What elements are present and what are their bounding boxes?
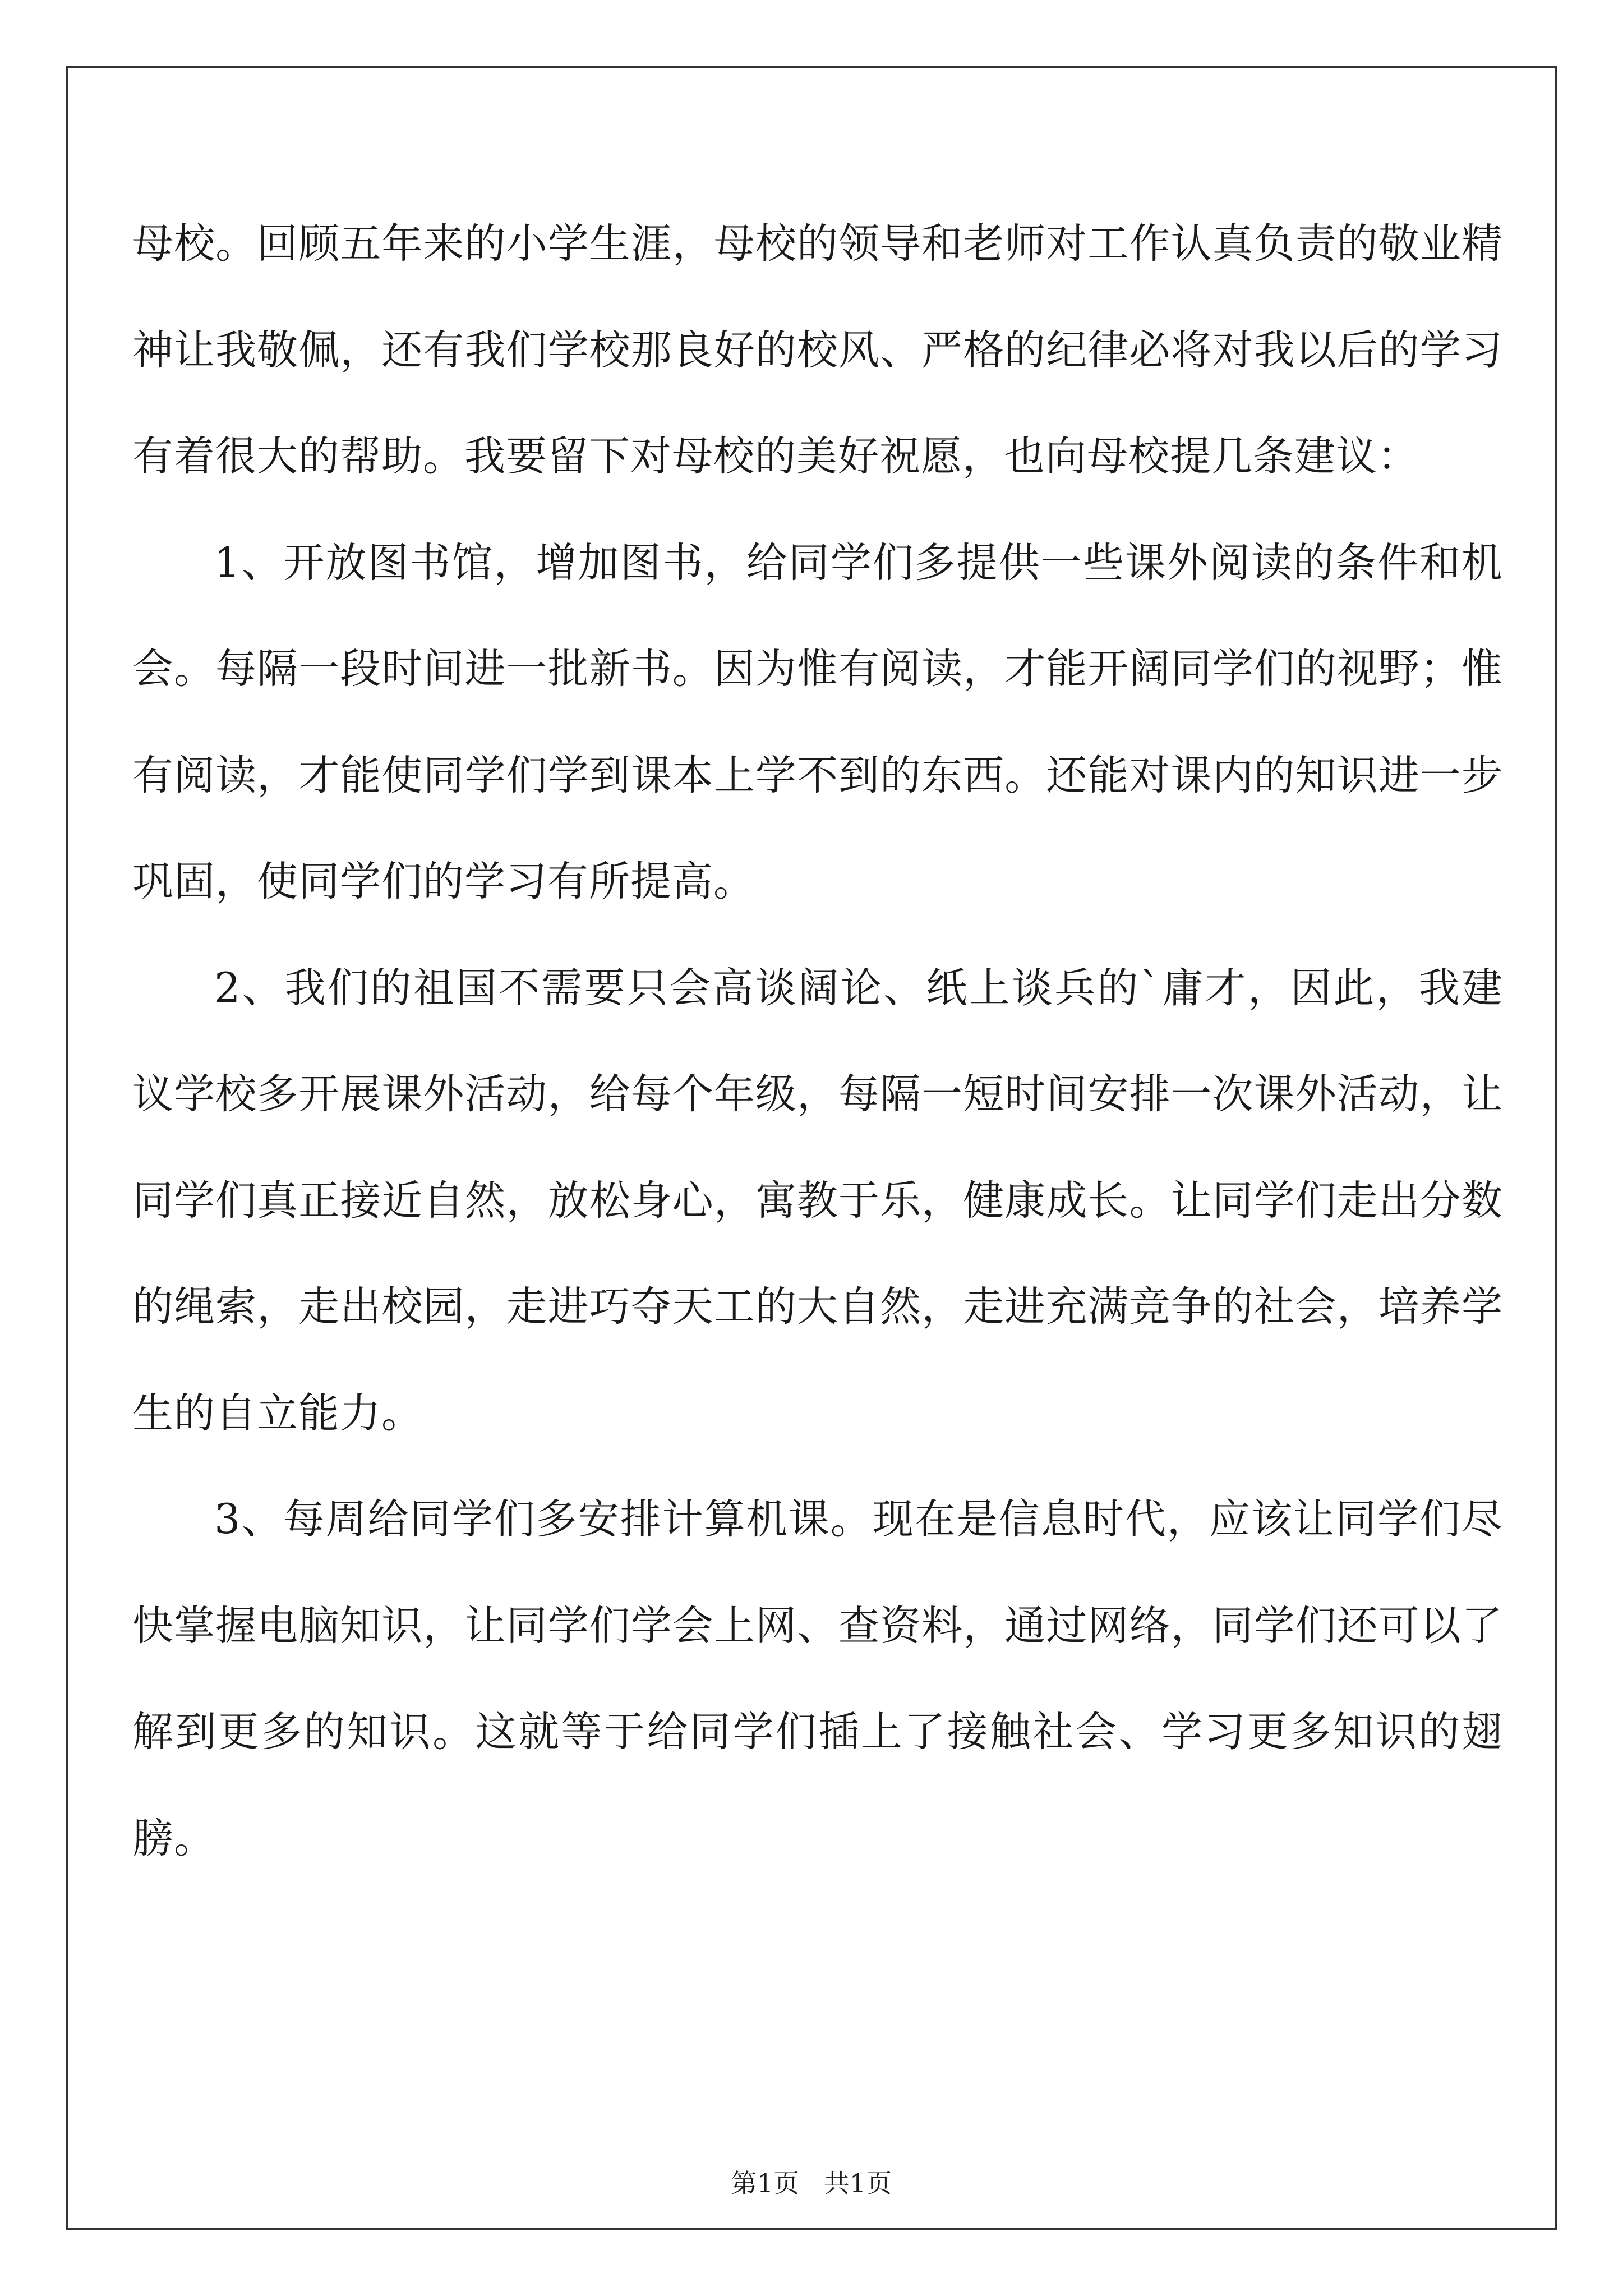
page-number-footer: 第1页 共1页	[731, 2168, 892, 2198]
paragraph-suggestion-1: 1、开放图书馆，增加图书，给同学们多提供一些课外阅读的条件和机会。每隔一段时间进一批新书。因为惟有阅读，才能开阔同学们的视野；惟有阅读，才能使同学们学到课本上学不到的东西。还能对课内的知识进一步巩固，使同学们的学习有所提高。	[132, 539, 1503, 905]
paragraph-intro: 母校。回顾五年来的小学生涯，母校的领导和老师对工作认真负责的敬业精神让我敬佩，还有我们学校那良好的校风、严格的纪律必将对我以后的学习有着很大的帮助。我要留下对母校的美好祝愿，也向母校提几条建议：	[132, 220, 1503, 480]
paragraph-suggestion-3: 3、每周给同学们多安排计算机课。现在是信息时代，应该让同学们尽快掌握电脑知识，让同学们学会上网、查资料，通过网络，同学们还可以了解到更多的知识。这就等于给同学们插上了接触社会、学习更多知识的翅膀。	[132, 1496, 1503, 1862]
paragraph-suggestion-2: 2、我们的祖国不需要只会高谈阔论、纸上谈兵的`庸才，因此，我建议学校多开展课外活动，给每个年级，每隔一短时间安排一次课外活动，让同学们真正接近自然，放松身心，寓教于乐，健康成长。让同学们走出分数的绳索，走出校园，走进巧夺天工的大自然，走进充满竞争的社会，培养学生的自立能力。	[132, 964, 1503, 1437]
document-body	[132, 191, 1503, 1892]
